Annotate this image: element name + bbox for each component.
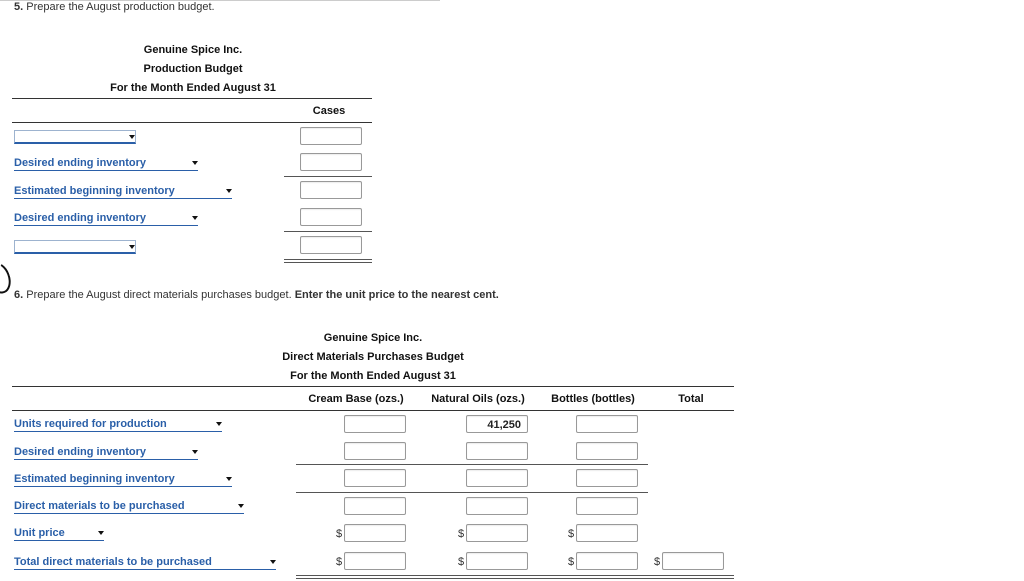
q6-row5-cream-input[interactable] <box>344 524 406 542</box>
q6-row5-bottles-dollar: $ <box>568 528 575 540</box>
chevron-down-icon <box>192 216 198 220</box>
q6-prompt <box>14 289 499 301</box>
q5-total-rule <box>284 231 372 232</box>
q6-row2-select[interactable] <box>14 446 198 460</box>
q6-row2-cream-input[interactable] <box>344 442 406 460</box>
q6-col-bottles: Bottles (bottles) <box>551 393 635 405</box>
q5-row3-select[interactable] <box>14 185 232 199</box>
q6-row1-bottles-input[interactable] <box>576 415 638 433</box>
q6-row3-label: Estimated beginning inventory <box>14 473 175 485</box>
q6-purchases-rule <box>296 492 648 493</box>
q5-col-rule <box>12 122 372 123</box>
q6-row2-bottles-input[interactable] <box>576 442 638 460</box>
q6-period: For the Month Ended August 31 <box>290 370 456 382</box>
q6-row1-label: Units required for production <box>14 418 167 430</box>
q5-subtotal-rule <box>284 176 372 177</box>
q6-row6-bottles-input[interactable] <box>576 552 638 570</box>
q5-text: Prepare the August production budget. <box>26 1 215 13</box>
q6-row3-oils-input[interactable] <box>466 469 528 487</box>
q5-row1-select[interactable] <box>14 130 136 144</box>
q6-row1-cream-input[interactable] <box>344 415 406 433</box>
q5-period: For the Month Ended August 31 <box>110 82 276 94</box>
chevron-down-icon <box>98 531 104 535</box>
q6-row2-label: Desired ending inventory <box>14 446 147 458</box>
q6-header-rule <box>12 386 734 387</box>
q5-row4-label: Desired ending inventory <box>14 212 147 224</box>
q6-row4-label: Direct materials to be purchased <box>14 500 185 512</box>
q6-col-total: Total <box>678 393 704 405</box>
q5-double-rule-2 <box>284 262 372 263</box>
q5-row4-select[interactable] <box>14 212 198 226</box>
q6-row5-oils-dollar: $ <box>458 528 465 540</box>
chevron-down-icon <box>129 135 135 139</box>
q6-col-rule <box>12 410 734 411</box>
q5-row2-input[interactable] <box>300 153 362 171</box>
q5-row3-input[interactable] <box>300 181 362 199</box>
chevron-down-icon <box>216 422 222 426</box>
q5-row2-label: Desired ending inventory <box>14 157 147 169</box>
q6-row5-bottles-input[interactable] <box>576 524 638 542</box>
q6-number: 6. <box>14 289 24 301</box>
q5-title: Production Budget <box>143 63 243 75</box>
q6-row5-select[interactable] <box>14 527 104 541</box>
chevron-down-icon <box>238 504 244 508</box>
q6-instruction: Enter the unit price to the nearest cent. <box>294 289 499 301</box>
q6-row4-cream-input[interactable] <box>344 497 406 515</box>
q6-row3-select[interactable] <box>14 473 232 487</box>
q6-double-rule-2 <box>296 578 734 579</box>
q6-row6-select[interactable] <box>14 556 276 570</box>
chevron-down-icon <box>192 161 198 165</box>
chevron-down-icon <box>192 450 198 454</box>
q5-row3-label: Estimated beginning inventory <box>14 185 175 197</box>
q5-col-cases: Cases <box>312 105 346 117</box>
q6-row6-cream-dollar: $ <box>336 556 343 568</box>
q6-row1-select[interactable] <box>14 418 222 432</box>
q5-row2-select[interactable] <box>14 157 198 171</box>
q6-row6-total-dollar: $ <box>654 556 661 568</box>
q6-row4-oils-input[interactable] <box>466 497 528 515</box>
step-marker-icon <box>0 259 15 297</box>
q5-header-rule <box>12 98 372 99</box>
q5-prompt <box>14 1 215 13</box>
chevron-down-icon <box>226 477 232 481</box>
q6-row6-bottles-dollar: $ <box>568 556 575 568</box>
q6-col-natural-oils: Natural Oils (ozs.) <box>431 393 525 405</box>
q6-row6-cream-input[interactable] <box>344 552 406 570</box>
q5-row5-select[interactable] <box>14 240 136 254</box>
q6-row4-select[interactable] <box>14 500 244 514</box>
q6-row1-oils-input[interactable]: 41,250 <box>466 415 528 433</box>
q5-company: Genuine Spice Inc. <box>143 44 243 56</box>
q6-subtotal-rule <box>296 464 648 465</box>
q6-row5-oils-input[interactable] <box>466 524 528 542</box>
q6-row3-cream-input[interactable] <box>344 469 406 487</box>
chevron-down-icon <box>129 245 135 249</box>
q5-double-rule-1 <box>284 259 372 260</box>
q6-row6-oils-dollar: $ <box>458 556 465 568</box>
q6-row3-bottles-input[interactable] <box>576 469 638 487</box>
chevron-down-icon <box>270 560 276 564</box>
q6-title: Direct Materials Purchases Budget <box>282 351 464 363</box>
q6-row4-bottles-input[interactable] <box>576 497 638 515</box>
q6-text: Prepare the August direct materials purchases budget. <box>26 289 292 301</box>
q6-row5-label: Unit price <box>14 527 65 539</box>
q5-row1-input[interactable] <box>300 127 362 145</box>
q5-number: 5. <box>14 1 24 13</box>
q5-row5-input[interactable] <box>300 236 362 254</box>
q6-col-cream-base: Cream Base (ozs.) <box>308 393 404 405</box>
q6-row6-label: Total direct materials to be purchased <box>14 556 212 568</box>
q6-row2-oils-input[interactable] <box>466 442 528 460</box>
q6-row5-cream-dollar: $ <box>336 528 343 540</box>
q6-row6-oils-input[interactable] <box>466 552 528 570</box>
chevron-down-icon <box>226 189 232 193</box>
q6-double-rule-1 <box>296 575 734 576</box>
q6-row6-total-input[interactable] <box>662 552 724 570</box>
q6-company: Genuine Spice Inc. <box>323 332 423 344</box>
q5-row4-input[interactable] <box>300 208 362 226</box>
